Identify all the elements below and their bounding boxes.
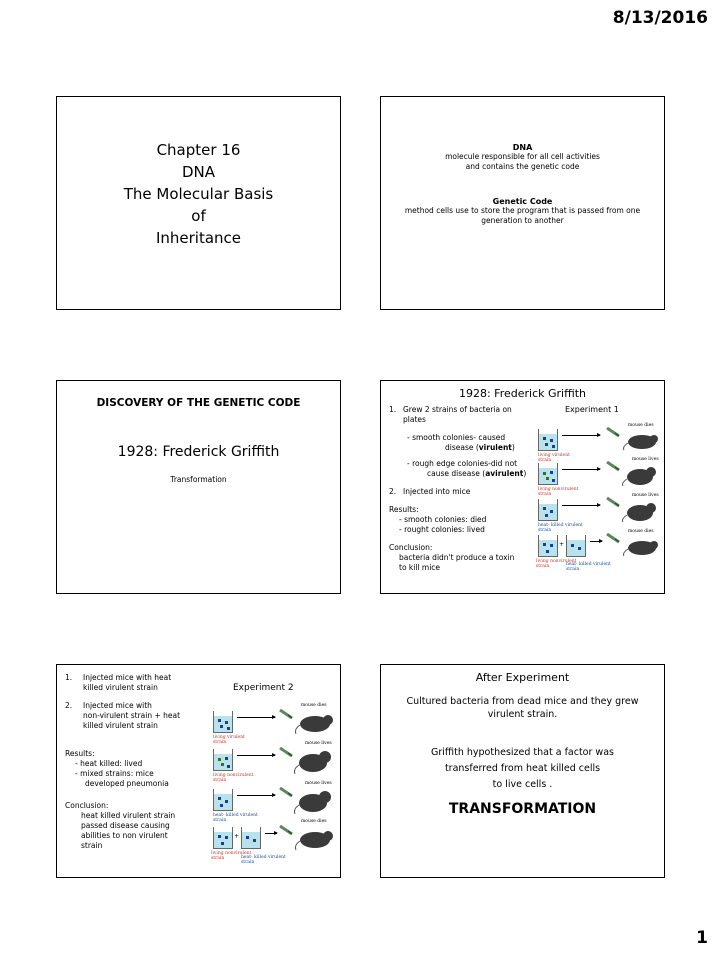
list-text: non-virulent strain + heat	[83, 711, 181, 720]
label-living-virulent	[213, 735, 245, 745]
page-number: 1	[696, 928, 708, 948]
slide-discovery	[56, 380, 341, 594]
avirulent-term: avirulent	[485, 469, 524, 478]
list-text: killed virulent strain	[83, 683, 158, 692]
title-line: of	[191, 207, 206, 225]
griffith-experiment-figure	[536, 421, 664, 581]
text: )	[511, 443, 515, 452]
label-heat-killed	[566, 562, 611, 572]
conclusion-label: Conclusion:	[65, 801, 109, 810]
beaker-heat-killed	[538, 499, 558, 521]
label-text: strain	[211, 856, 225, 861]
label-text: strain	[566, 567, 580, 572]
label-text: living nonvirulent	[213, 773, 254, 778]
transformation-term: Transformation	[170, 475, 227, 484]
label-mouse-dies: mouse dies	[628, 529, 654, 534]
rough-colonies: - rough edge colonies-did not	[407, 459, 518, 468]
list-text: killed virulent strain	[83, 721, 158, 730]
syringe-icon	[606, 533, 620, 543]
conclusion-label: Conclusion:	[389, 543, 433, 552]
results-label: Results:	[389, 505, 419, 514]
slide-experiment-1	[380, 380, 665, 594]
label-heat-killed	[213, 813, 258, 823]
genetic-code-text: method cells use to store the program that is passed from one	[404, 206, 641, 215]
griffith-experiment-figure	[211, 697, 339, 872]
beaker-nonvirulent	[213, 827, 233, 849]
text: disease (	[445, 443, 479, 452]
label-text: strain	[538, 528, 552, 533]
list-number: 1.	[65, 673, 73, 682]
title-line: Chapter 16	[156, 141, 241, 159]
conclusion-text: to kill mice	[399, 563, 441, 572]
header-date: 8/13/2016	[612, 8, 708, 28]
text: )	[523, 469, 527, 478]
rough-colonies-cont	[407, 469, 554, 479]
label-text: living nonvirulent	[538, 487, 579, 492]
dead-mouse-icon	[291, 709, 335, 735]
label-text: strain	[213, 818, 227, 823]
dead-mouse-icon	[291, 825, 335, 851]
dead-mouse-icon	[620, 429, 660, 451]
transformation-term: TRANSFORMATION	[448, 801, 597, 817]
text-line: virulent strain.	[487, 709, 558, 720]
smooth-colonies-cont	[407, 443, 554, 453]
experiment-label: Experiment 2	[233, 683, 294, 693]
label-text: heat- killed virulent	[538, 523, 583, 528]
list-text: Injected mice with heat	[83, 673, 172, 682]
label-text: heat- killed virulent	[566, 562, 611, 567]
result-item: - smooth colonies: died	[399, 515, 487, 524]
dead-mouse-icon	[620, 535, 660, 557]
arrow	[237, 755, 275, 756]
conclusion-text: strain	[81, 841, 103, 850]
label-mouse-lives: mouse lives	[632, 457, 659, 462]
title-line: DNA	[181, 163, 216, 181]
beaker-nonvirulent	[538, 463, 558, 485]
dna-text: molecule responsible for all cell activities	[445, 152, 600, 161]
list-number: 2.	[65, 701, 73, 710]
arrow	[562, 435, 600, 436]
plus-sign: +	[234, 833, 240, 840]
experiment-1-text	[389, 405, 554, 573]
result-item: developed pneumonia	[85, 779, 169, 788]
list-text: Grew 2 strains of bacteria on	[403, 405, 512, 414]
mouse-icon	[291, 747, 335, 775]
dna-text: and contains the genetic code	[465, 162, 580, 171]
beaker-heat-killed	[213, 789, 233, 811]
label-heat-killed	[241, 855, 286, 865]
label-text: strain	[538, 458, 552, 463]
arrow	[562, 469, 600, 470]
text-line: to live cells .	[492, 779, 553, 790]
slide-dna-definition	[380, 96, 665, 310]
beaker-heat-killed	[241, 827, 261, 849]
slide-title: 1928: Frederick Griffith	[458, 387, 587, 400]
dna-heading: DNA	[512, 143, 533, 152]
label-text: living virulent	[538, 453, 570, 458]
label-text: living virulent	[213, 735, 245, 740]
label-mouse-lives: mouse lives	[305, 781, 332, 786]
label-text: heat- killed virulent	[213, 813, 258, 818]
conclusion-text: bacteria didn't produce a toxin	[399, 553, 515, 562]
beaker-nonvirulent	[213, 749, 233, 771]
title-line: Inheritance	[155, 229, 242, 247]
beaker-virulent	[538, 429, 558, 451]
label-mouse-lives: mouse lives	[305, 741, 332, 746]
arrow	[237, 795, 275, 796]
syringe-icon	[606, 497, 620, 507]
virulent-term: virulent	[478, 443, 512, 452]
discovery-heading: DISCOVERY OF THE GENETIC CODE	[96, 397, 301, 409]
label-text: strain	[213, 740, 227, 745]
label-text: heat- killed virulent	[241, 855, 286, 860]
label-living-virulent	[538, 453, 570, 463]
syringe-icon	[606, 461, 620, 471]
text-line: transferred from heat killed cells	[444, 763, 601, 774]
beaker-heat-killed	[566, 535, 586, 557]
conclusion-text: passed disease causing	[81, 821, 170, 830]
slide-title	[56, 96, 341, 310]
label-text: living nonvirulent	[536, 559, 577, 564]
result-item: - mixed strains: mice	[75, 769, 154, 778]
mouse-icon	[291, 787, 335, 815]
text: cause disease (	[427, 469, 486, 478]
label-text: strain	[241, 860, 255, 865]
label-living-nonvirulent	[538, 487, 578, 497]
smooth-colonies: - smooth colonies- caused	[407, 433, 506, 442]
arrow	[265, 833, 277, 834]
label-text: strain	[538, 492, 552, 497]
griffith-heading: 1928: Frederick Griffith	[117, 444, 280, 460]
list-text: Injected into mice	[403, 487, 471, 496]
mouse-icon	[620, 463, 660, 487]
label-text: strain	[213, 778, 227, 783]
list-number: 2.	[389, 487, 397, 496]
arrow	[590, 541, 602, 542]
chapter-title	[57, 139, 340, 249]
label-mouse-dies: mouse dies	[628, 423, 654, 428]
arrow	[237, 717, 275, 718]
slide-experiment-2	[56, 664, 341, 878]
conclusion-text: abilities to non virulent	[81, 831, 168, 840]
genetic-code-heading: Genetic Code	[492, 197, 553, 206]
list-text: plates	[403, 415, 426, 424]
label-text: living nonvirulent	[211, 851, 252, 856]
result-item: - rought colonies: lived	[399, 525, 485, 534]
slide-title: After Experiment	[475, 671, 570, 684]
experiment-2-text	[65, 673, 215, 851]
beaker-nonvirulent	[538, 535, 558, 557]
arrow	[562, 505, 600, 506]
label-mouse-dies: mouse dies	[301, 703, 327, 708]
hypothesis-text	[381, 745, 664, 793]
genetic-code-text: generation to another	[481, 216, 564, 225]
label-mouse-dies: mouse dies	[301, 819, 327, 824]
label-text: strain	[536, 564, 550, 569]
syringe-icon	[606, 427, 620, 437]
label-mouse-lives: mouse lives	[632, 493, 659, 498]
result-item: - heat killed: lived	[75, 759, 143, 768]
text-line: Griffith hypothesized that a factor was	[431, 747, 614, 758]
cultured-text	[381, 695, 664, 721]
text-line: Cultured bacteria from dead mice and they grew	[406, 696, 639, 707]
experiment-label: Experiment 1	[565, 405, 619, 414]
beaker-virulent	[213, 711, 233, 733]
plus-sign: +	[559, 541, 565, 548]
list-number: 1.	[389, 405, 397, 414]
slide-after-experiment	[380, 664, 665, 878]
mouse-icon	[620, 499, 660, 523]
label-heat-killed	[538, 523, 583, 533]
title-line: The Molecular Basis	[123, 185, 274, 203]
list-text: Injected mice with	[83, 701, 152, 710]
results-label: Results:	[65, 749, 95, 758]
label-living-nonvirulent	[213, 773, 253, 783]
conclusion-text: heat killed virulent strain	[81, 811, 176, 820]
